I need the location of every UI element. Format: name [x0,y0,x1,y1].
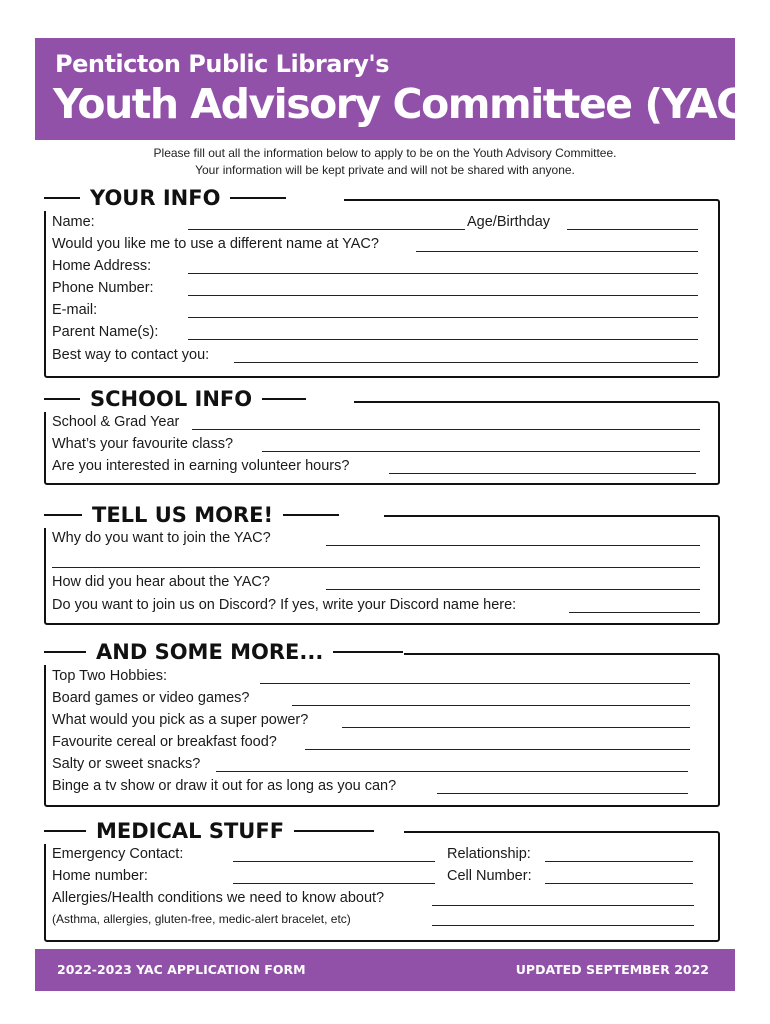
email-field[interactable] [188,317,698,318]
contact-field[interactable] [234,362,698,363]
snacks-label: Salty or sweet snacks? [52,756,201,772]
footer-banner [35,949,735,991]
footer-form-name: 2022-2023 YAC APPLICATION FORM [57,962,306,977]
games-field[interactable] [292,705,690,706]
age-label: Age/Birthday [467,214,551,230]
intro-line-1: Please fill out all the information below to apply to be on the Youth Advisory Committee. [153,146,617,160]
email-label: E-mail: [52,302,98,318]
school-info-heading: SCHOOL INFO [44,386,354,412]
binge-field[interactable] [437,793,688,794]
hobbies-label: Top Two Hobbies: [52,668,167,684]
parents-label: Parent Name(s): [52,324,159,340]
footer-updated: UPDATED SEPTEMBER 2022 [515,962,709,977]
why-label: Why do you want to join the YAC? [52,530,271,546]
allergies-examples: (Asthma, allergies, gluten-free, medic-alert bracelet, etc) [52,912,351,926]
binge-label: Binge a tv show or draw it out for as long as you can? [52,778,397,794]
phone-field[interactable] [188,295,698,296]
hear-label: How did you hear about the YAC? [52,574,270,590]
different-name-label: Would you like me to use a different name at YAC? [52,236,379,252]
more-heading: AND SOME MORE... [44,639,404,665]
hobbies-field[interactable] [260,683,690,684]
tell-us-heading: TELL US MORE! [44,502,384,528]
home-number-label: Home number: [52,868,148,884]
phone-label: Phone Number: [52,280,154,296]
parents-field[interactable] [188,339,698,340]
allergies-field-2[interactable] [432,925,694,926]
snacks-field[interactable] [216,771,688,772]
allergies-field[interactable] [432,905,694,906]
form-title: Youth Advisory Committee (YAC) [53,80,762,128]
power-label: What would you pick as a super power? [52,712,309,728]
volunteer-field[interactable] [389,473,696,474]
relationship-label: Relationship: [447,846,531,862]
name-label: Name: [52,214,95,230]
different-name-field[interactable] [416,251,698,252]
why-field[interactable] [326,545,700,546]
intro-line-2: Your information will be kept private and will not be shared with anyone. [195,163,575,177]
allergies-label: Allergies/Health conditions we need to know about? [52,890,385,906]
medical-heading: MEDICAL STUFF [44,818,404,844]
library-name: Penticton Public Library's [55,50,390,78]
emergency-label: Emergency Contact: [52,846,184,862]
games-label: Board games or video games? [52,690,250,706]
address-label: Home Address: [52,258,152,274]
address-field[interactable] [188,273,698,274]
name-field[interactable] [188,229,465,230]
relationship-field[interactable] [545,861,693,862]
your-info-heading: YOUR INFO [44,185,344,211]
age-field[interactable] [567,229,698,230]
class-field[interactable] [262,451,700,452]
cell-label: Cell Number: [447,868,532,884]
power-field[interactable] [342,727,690,728]
volunteer-label: Are you interested in earning volunteer hours? [52,458,350,474]
school-label: School & Grad Year [52,414,180,430]
discord-label: Do you want to join us on Discord? If yes, write your Discord name here: [52,597,517,613]
hear-field[interactable] [326,589,700,590]
class-label: What’s your favourite class? [52,436,234,452]
school-field[interactable] [192,429,700,430]
cereal-field[interactable] [305,749,690,750]
cereal-label: Favourite cereal or breakfast food? [52,734,277,750]
discord-field[interactable] [569,612,700,613]
cell-field[interactable] [545,883,693,884]
why-field-2[interactable] [52,567,700,568]
home-number-field[interactable] [233,883,435,884]
emergency-field[interactable] [233,861,435,862]
header-banner [35,38,762,140]
contact-label: Best way to contact you: [52,347,210,363]
